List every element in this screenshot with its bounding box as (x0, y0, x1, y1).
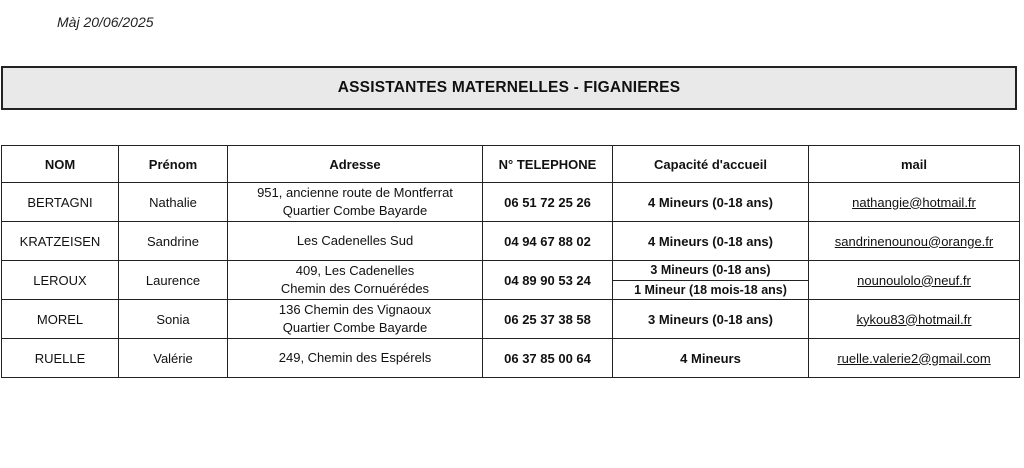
table-row (2, 339, 1020, 378)
mail-link[interactable]: sandrinenounou@orange.fr (834, 233, 994, 249)
table-row (2, 261, 1020, 300)
adresse-line: 951, ancienne route de Montferrat (257, 185, 453, 200)
cell-nom: MOREL (2, 300, 119, 339)
header-row (2, 146, 1020, 183)
page-title-text: ASSISTANTES MATERNELLES - FIGANIERES (337, 79, 681, 96)
cell-telephone: 04 89 90 53 24 (483, 261, 613, 300)
cell-mail (809, 261, 1020, 300)
cell-capacite: 4 Mineurs (613, 339, 809, 378)
table-row (2, 300, 1020, 339)
cell-adresse (228, 183, 483, 222)
cell-nom: LEROUX (2, 261, 119, 300)
mail-link[interactable]: nounoulolo@neuf.fr (857, 272, 971, 288)
cell-nom: BERTAGNI (2, 183, 119, 222)
adresse-line: Les Cadenelles Sud (296, 233, 414, 248)
adresse-line: 409, Les Cadenelles (295, 263, 415, 278)
mail-link[interactable]: kykou83@hotmail.fr (856, 311, 972, 327)
cell-mail (809, 300, 1020, 339)
header-prenom: Prénom (119, 146, 228, 183)
header-capacite: Capacité d'accueil (613, 146, 809, 183)
cell-telephone: 06 37 85 00 64 (483, 339, 613, 378)
header-nom: NOM (2, 146, 119, 183)
cell-adresse (228, 261, 483, 300)
page-title (1, 66, 1017, 110)
capacite-line: 1 Mineur (18 mois-18 ans) (613, 280, 808, 300)
cell-telephone: 04 94 67 88 02 (483, 222, 613, 261)
cell-capacite (613, 261, 809, 300)
mail-link[interactable]: ruelle.valerie2@gmail.com (837, 350, 991, 366)
adresse-line: Quartier Combe Bayarde (282, 203, 428, 218)
cell-adresse (228, 222, 483, 261)
cell-capacite: 3 Mineurs (0-18 ans) (613, 300, 809, 339)
mail-link[interactable]: nathangie@hotmail.fr (852, 194, 976, 210)
cell-prenom: Sonia (119, 300, 228, 339)
cell-mail (809, 222, 1020, 261)
cell-mail (809, 183, 1020, 222)
cell-prenom: Valérie (119, 339, 228, 378)
cell-capacite: 4 Mineurs (0-18 ans) (613, 222, 809, 261)
cell-nom: KRATZEISEN (2, 222, 119, 261)
header-telephone: N° TELEPHONE (483, 146, 613, 183)
adresse-line: 249, Chemin des Espérels (278, 350, 432, 365)
cell-telephone: 06 51 72 25 26 (483, 183, 613, 222)
cell-prenom: Laurence (119, 261, 228, 300)
header-adresse: Adresse (228, 146, 483, 183)
table-row (2, 222, 1020, 261)
adresse-line: 136 Chemin des Vignaoux (278, 302, 432, 317)
cell-prenom: Sandrine (119, 222, 228, 261)
cell-adresse (228, 300, 483, 339)
cell-telephone: 06 25 37 38 58 (483, 300, 613, 339)
cell-mail (809, 339, 1020, 378)
adresse-line: Chemin des Cornuérédes (280, 281, 430, 296)
capacite-line: 3 Mineurs (0-18 ans) (650, 263, 771, 277)
adresse-line: Quartier Combe Bayarde (282, 320, 428, 335)
cell-prenom: Nathalie (119, 183, 228, 222)
cell-nom: RUELLE (2, 339, 119, 378)
header-mail: mail (809, 146, 1020, 183)
cell-adresse (228, 339, 483, 378)
update-date: Màj 20/06/2025 (57, 14, 154, 30)
assistantes-table (1, 145, 1020, 378)
cell-capacite: 4 Mineurs (0-18 ans) (613, 183, 809, 222)
table-row (2, 183, 1020, 222)
